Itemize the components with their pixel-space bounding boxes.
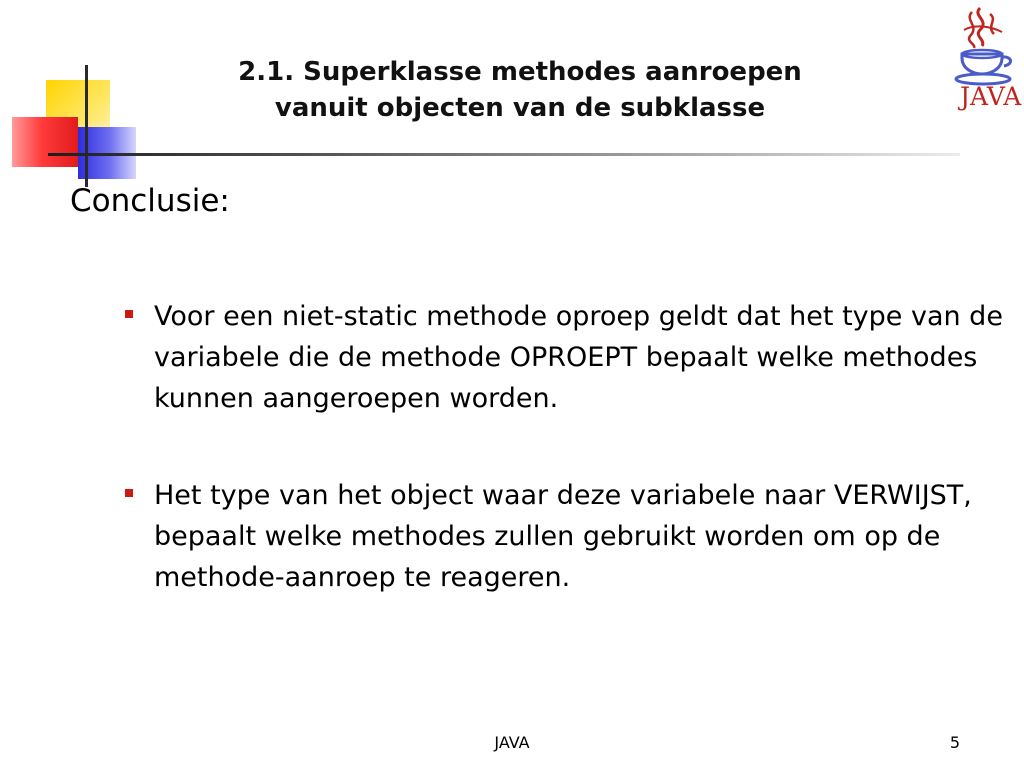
- red-square: [12, 117, 78, 167]
- slide-heading: Conclusie:: [70, 183, 230, 219]
- title-line-2: vanuit objecten van de subklasse: [274, 93, 766, 123]
- bullet-text: Voor een niet-static methode oproep geldt dat het type van de variabele die de methode OPROEPT bepaalt welke methodes kunnen aangeroepen worden.: [154, 301, 1003, 414]
- decorative-corner-squares: [0, 0, 150, 185]
- java-logo: [950, 2, 1024, 114]
- java-logo-word: JAVA: [960, 82, 1022, 111]
- page-number: 5: [949, 733, 961, 752]
- bullet-text: Het type van het object waar deze variabele naar VERWIJST, bepaalt welke methodes zullen gebruikt worden om op de methode-aanroep te reageren.: [154, 480, 972, 593]
- square-bullet-icon: [125, 310, 133, 318]
- java-coffee-cup-icon: [950, 2, 1024, 86]
- bullet-item: [123, 296, 1003, 419]
- bullet-list: [123, 296, 1003, 598]
- vertical-rule: [85, 65, 88, 187]
- slide-title: [160, 54, 880, 126]
- bullet-item: [123, 475, 1003, 598]
- footer-label: JAVA: [494, 733, 530, 752]
- title-line-1: 2.1. Superklasse methodes aanroepen: [238, 57, 802, 87]
- title-underline-rule: [48, 153, 960, 156]
- square-bullet-icon: [125, 489, 133, 497]
